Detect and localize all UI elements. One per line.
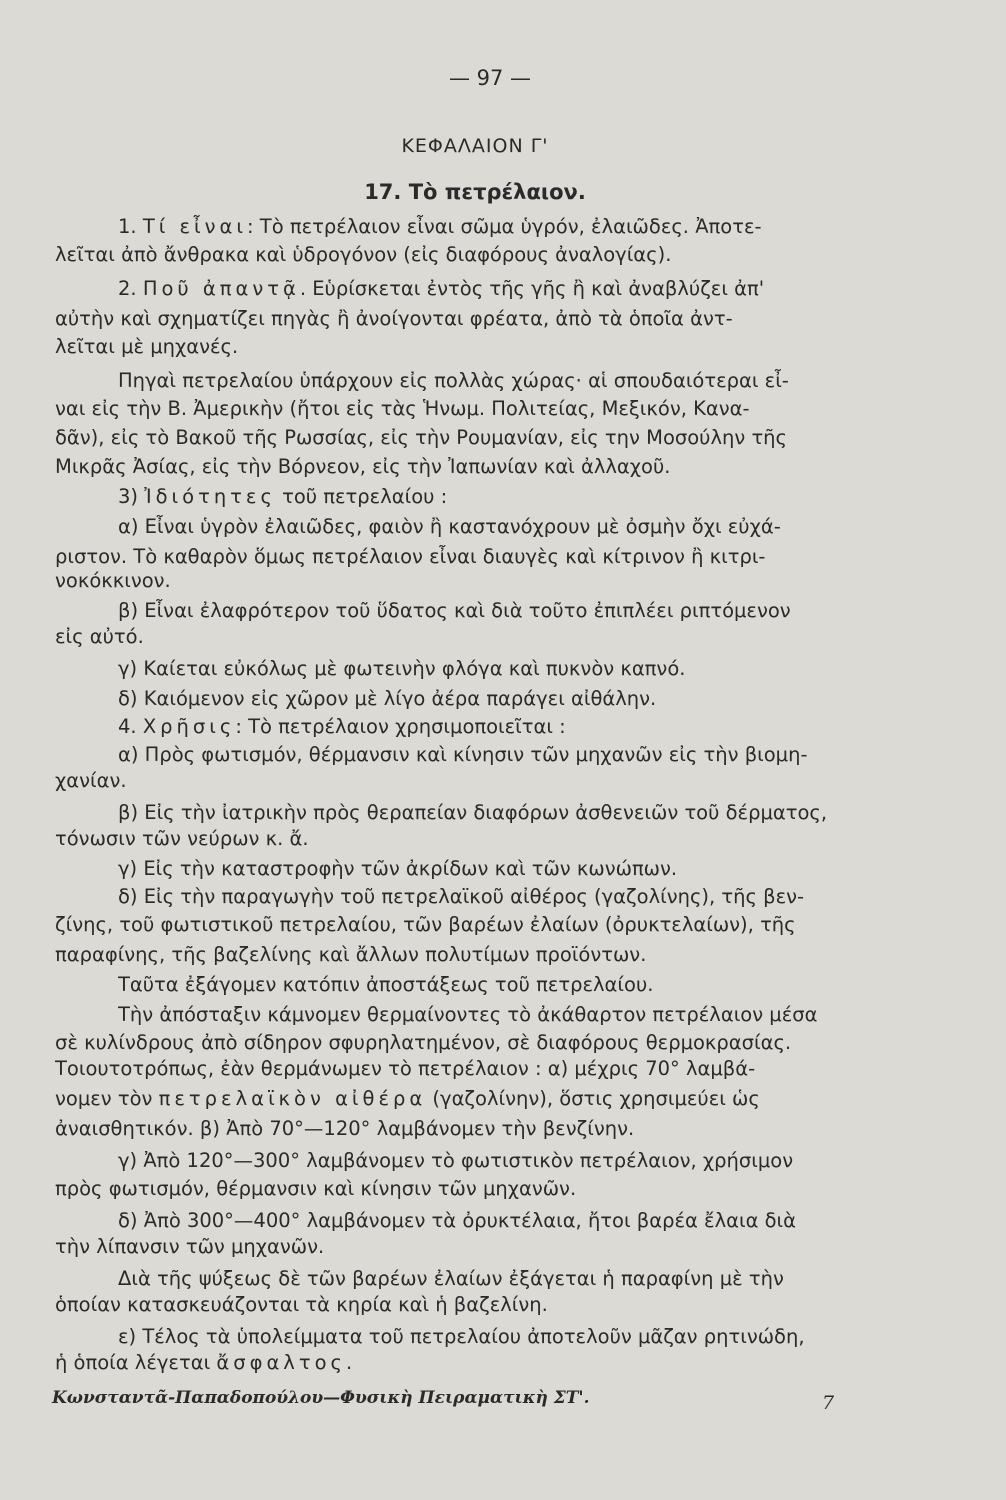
- footer-signature-number: 7: [822, 1392, 835, 1414]
- body-line: ἡ ὁποία λέγεται ἄσφαλτος.: [55, 1351, 353, 1374]
- body-line: 3) Ἰδιότητες τοῦ πετρελαίου :: [118, 485, 448, 508]
- body-line: Μικρᾶς Ἀσίας, εἰς τὴν Βόρνεον, εἰς τὴν Ἰαπωνίαν καὶ ἀλλαχοῦ.: [55, 455, 671, 478]
- footer-book-title: Κωνσταντᾶ-Παπαδοπούλου—Φυσικὴ Πειραματικὴ ΣΤ'.: [52, 1388, 590, 1408]
- body-line: τόνωσιν τῶν νεύρων κ. ἄ.: [55, 827, 309, 850]
- body-line: Τὴν ἀπόσταξιν κάμνομεν θερμαίνοντες τὸ ἀκάθαρτον πετρέλαιον μέσα: [118, 1003, 818, 1026]
- body-line: β) Εἰς τὴν ἰατρικὴν πρὸς θεραπείαν διαφόρων ἀσθενειῶν τοῦ δέρματος,: [118, 801, 828, 824]
- body-line: σὲ κυλίνδρους ἀπὸ σίδηρον σφυρηλατημένον, σὲ διαφόρους θερμοκρασίας.: [55, 1031, 792, 1054]
- body-line: τὴν λίπανσιν τῶν μηχανῶν.: [55, 1235, 325, 1258]
- chapter-heading: ΚΕΦΑΛΑΙΟΝ Γ': [401, 135, 549, 157]
- body-line: 2. Ποῦ ἀπαντᾷ. Εὑρίσκεται ἐντὸς τῆς γῆς ἢ καὶ ἀναβλύζει ἀπ': [118, 277, 765, 300]
- body-line: ἀναισθητικόν. β) Ἀπὸ 70°—120° λαμβάνομεν τὴν βενζίνην.: [55, 1117, 635, 1140]
- body-line: ναι εἰς τὴν Β. Ἀμερικὴν (ἤτοι εἰς τὰς Ἡνωμ. Πολιτείας, Μεξικόν, Κανα-: [55, 397, 750, 420]
- body-line: 4. Χρῆσις: Τὸ πετρέλαιον χρησιμοποιεῖται :: [118, 715, 566, 738]
- page-number: — 97 —: [448, 66, 532, 90]
- body-line: ριστον. Τὸ καθαρὸν ὅμως πετρέλαιον εἶναι διαυγὲς καὶ κίτρινον ἢ κιτρι-: [55, 545, 766, 568]
- body-line: δᾶν), εἰς τὸ Βακοῦ τῆς Ρωσσίας, εἰς τὴν Ρουμανίαν, εἰς την Μοσούλην τῆς: [55, 426, 787, 449]
- section-title: 17. Τὸ πετρέλαιον.: [364, 180, 586, 204]
- body-line: γ) Ἀπὸ 120°—300° λαμβάνομεν τὸ φωτιστικὸν πετρέλαιον, χρήσιμον: [118, 1149, 794, 1172]
- body-line: νομεν τὸν πετρελαϊκὸν αἰθέρα (γαζολίνην), ὅστις χρησιμεύει ὡς: [55, 1087, 760, 1110]
- body-line: λεῖται ἀπὸ ἄνθρακα καὶ ὑδρογόνον (εἰς διαφόρους ἀναλογίας).: [55, 243, 672, 266]
- body-line: Ταῦτα ἐξάγομεν κατόπιν ἀποστάξεως τοῦ πετρελαίου.: [118, 973, 654, 996]
- body-line: Τοιουτοτρόπως, ἐὰν θερμάνωμεν τὸ πετρέλαιον : α) μέχρις 70° λαμβά-: [55, 1057, 756, 1080]
- body-line: α) Εἶναι ὑγρὸν ἐλαιῶδες, φαιὸν ἢ καστανόχρουν μὲ ὀσμὴν ὄχι εὐχά-: [118, 515, 781, 538]
- body-line: ὁποίαν κατασκευάζονται τὰ κηρία καὶ ἡ βαζελίνη.: [55, 1293, 548, 1316]
- body-line: Πηγαὶ πετρελαίου ὑπάρχουν εἰς πολλὰς χώρας· αἱ σπουδαιότεραι εἶ-: [118, 369, 789, 392]
- body-line: εἰς αὐτό.: [55, 625, 144, 648]
- body-line: γ) Καίεται εὐκόλως μὲ φωτεινὴν φλόγα καὶ πυκνὸν καπνό.: [118, 657, 686, 680]
- body-line: πρὸς φωτισμόν, θέρμανσιν καὶ κίνησιν τῶν μηχανῶν.: [55, 1177, 577, 1200]
- body-line: β) Εἶναι ἐλαφρότερον τοῦ ὕδατος καὶ διὰ τοῦτο ἐπιπλέει ριπτόμενον: [118, 599, 791, 622]
- body-line: ε) Τέλος τὰ ὑπολείμματα τοῦ πετρελαίου ἀποτελοῦν μᾶζαν ρητινώδη,: [118, 1325, 805, 1348]
- body-line: χανίαν.: [55, 769, 127, 792]
- body-line: ζίνης, τοῦ φωτιστικοῦ πετρελαίου, τῶν βαρέων ἐλαίων (ὀρυκτελαίων), τῆς: [55, 913, 796, 936]
- body-line: νοκόκκινον.: [55, 569, 171, 592]
- body-line: δ) Εἰς τὴν παραγωγὴν τοῦ πετρελαϊκοῦ αἰθέρος (γαζολίνης), τῆς βεν-: [118, 885, 805, 908]
- body-line: αὐτὴν καὶ σχηματίζει πηγὰς ἢ ἀνοίγονται φρέατα, ἀπὸ τὰ ὁποῖα ἀντ-: [55, 307, 733, 330]
- body-line: δ) Ἀπὸ 300°—400° λαμβάνομεν τὰ ὀρυκτέλαια, ἤτοι βαρέα ἔλαια διὰ: [118, 1209, 797, 1232]
- body-line: α) Πρὸς φωτισμόν, θέρμανσιν καὶ κίνησιν τῶν μηχανῶν εἰς τὴν βιομη-: [118, 743, 808, 766]
- body-line: Διὰ τῆς ψύξεως δὲ τῶν βαρέων ἐλαίων ἐξάγεται ἡ παραφίνη μὲ τὴν: [118, 1267, 784, 1290]
- body-line: 1. Τί εἶναι: Τὸ πετρέλαιον εἶναι σῶμα ὑγρόν, ἐλαιῶδες. Ἀποτε-: [118, 215, 762, 238]
- body-line: δ) Καιόμενον εἰς χῶρον μὲ λίγο ἀέρα παράγει αἰθάλην.: [118, 687, 657, 710]
- body-line: λεῖται μὲ μηχανές.: [55, 335, 239, 358]
- body-line: παραφίνης, τῆς βαζελίνης καὶ ἄλλων πολυτίμων προϊόντων.: [55, 943, 647, 966]
- body-line: γ) Εἰς τὴν καταστροφὴν τῶν ἀκρίδων καὶ τῶν κωνώπων.: [118, 857, 678, 880]
